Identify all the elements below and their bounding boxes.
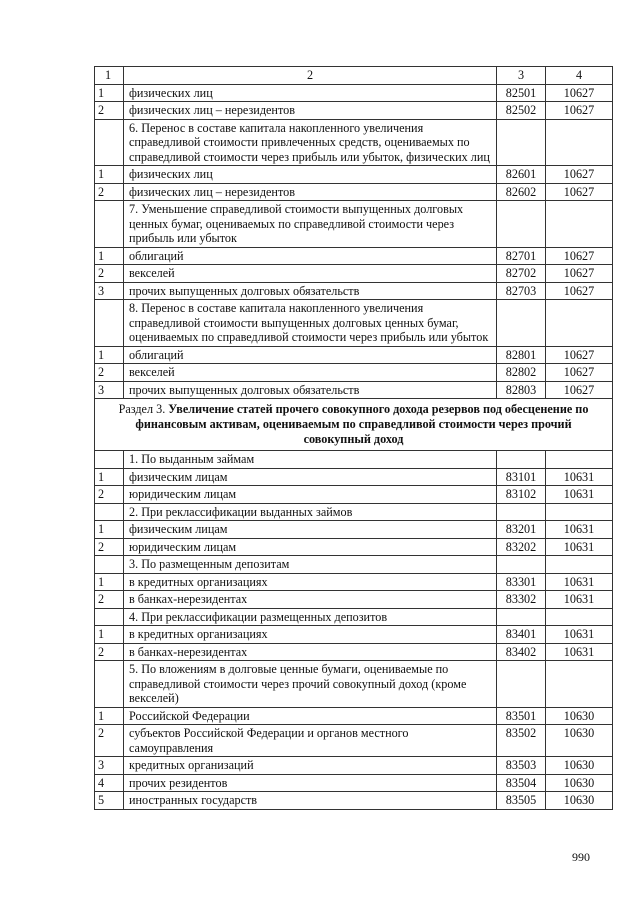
row-number: 1 (95, 707, 124, 725)
table-row (95, 707, 613, 725)
reference-code: 10631 (546, 486, 613, 504)
table-row (95, 774, 613, 792)
reference-code: 10630 (546, 757, 613, 775)
group-heading-row (95, 300, 613, 347)
row-label: 1. По выданным займам (124, 451, 497, 469)
row-label: 3. По размещенным депозитам (124, 556, 497, 574)
reference-code (546, 608, 613, 626)
group-heading-row (95, 661, 613, 708)
row-number: 1 (95, 346, 124, 364)
account-code: 82702 (497, 265, 546, 283)
reference-code: 10631 (546, 573, 613, 591)
row-label: облигаций (124, 247, 497, 265)
table-row (95, 102, 613, 120)
row-label: Российской Федерации (124, 707, 497, 725)
reference-code: 10630 (546, 774, 613, 792)
table-row (95, 591, 613, 609)
account-code: 83302 (497, 591, 546, 609)
row-label: облигаций (124, 346, 497, 364)
section-title: Увеличение статей прочего совокупного дохода резервов под обесценение по финансовым активам, оцениваемым по справедливой стоимости через прочий совокупный доход (135, 402, 589, 446)
row-number (95, 451, 124, 469)
group-heading-row (95, 503, 613, 521)
row-label: в банках-нерезидентах (124, 643, 497, 661)
reference-code: 10630 (546, 707, 613, 725)
row-number: 2 (95, 183, 124, 201)
table-row (95, 757, 613, 775)
row-label: иностранных государств (124, 792, 497, 810)
row-label: прочих резидентов (124, 774, 497, 792)
group-heading-row (95, 119, 613, 166)
reference-code: 10627 (546, 282, 613, 300)
row-label: 5. По вложениям в долговые ценные бумаги, оцениваемые по справедливой стоимости через прочий совокупный доход (кроме векселей) (124, 661, 497, 708)
account-code: 82602 (497, 183, 546, 201)
row-label: прочих выпущенных долговых обязательств (124, 381, 497, 399)
account-code: 83505 (497, 792, 546, 810)
table-row (95, 626, 613, 644)
table-row (95, 643, 613, 661)
reference-code: 10630 (546, 792, 613, 810)
header-cell-3: 3 (497, 67, 546, 85)
row-label: в кредитных организациях (124, 573, 497, 591)
section-heading (95, 399, 613, 451)
row-label: 7. Уменьшение справедливой стоимости выпущенных долговых ценных бумаг, оцениваемых по справедливой стоимости через прибыль или убыток (124, 201, 497, 248)
accounts-table (94, 66, 613, 810)
reference-code: 10630 (546, 725, 613, 757)
account-code: 82703 (497, 282, 546, 300)
account-code: 83402 (497, 643, 546, 661)
account-code (497, 503, 546, 521)
row-label: физических лиц – нерезидентов (124, 102, 497, 120)
row-label: физическим лицам (124, 521, 497, 539)
table-row (95, 486, 613, 504)
reference-code: 10627 (546, 265, 613, 283)
row-number (95, 119, 124, 166)
table-row (95, 468, 613, 486)
reference-code (546, 503, 613, 521)
row-number (95, 556, 124, 574)
account-code (497, 300, 546, 347)
row-label: 6. Перенос в составе капитала накопленного увеличения справедливой стоимости привлеченных средств, оцениваемых по справедливой стоимости через прибыль или убыток, физических лиц (124, 119, 497, 166)
row-number: 1 (95, 166, 124, 184)
account-code (497, 451, 546, 469)
reference-code: 10627 (546, 102, 613, 120)
row-label: в банках-нерезидентах (124, 591, 497, 609)
reference-code: 10631 (546, 643, 613, 661)
group-heading-row (95, 451, 613, 469)
reference-code: 10631 (546, 538, 613, 556)
account-code: 82701 (497, 247, 546, 265)
table-row (95, 247, 613, 265)
table-row (95, 792, 613, 810)
account-code: 83501 (497, 707, 546, 725)
row-number: 3 (95, 282, 124, 300)
reference-code: 10627 (546, 166, 613, 184)
reference-code: 10627 (546, 247, 613, 265)
table-row (95, 166, 613, 184)
table-row (95, 538, 613, 556)
account-code: 83102 (497, 486, 546, 504)
account-code: 83504 (497, 774, 546, 792)
account-code: 82601 (497, 166, 546, 184)
account-code: 83201 (497, 521, 546, 539)
row-label: субъектов Российской Федерации и органов местного самоуправления (124, 725, 497, 757)
reference-code: 10631 (546, 468, 613, 486)
row-label: физических лиц – нерезидентов (124, 183, 497, 201)
account-code (497, 661, 546, 708)
table-row (95, 183, 613, 201)
row-number: 4 (95, 774, 124, 792)
row-number: 2 (95, 102, 124, 120)
row-label: в кредитных организациях (124, 626, 497, 644)
row-label: кредитных организаций (124, 757, 497, 775)
reference-code (546, 201, 613, 248)
header-cell-1: 1 (95, 67, 124, 85)
header-cell-4: 4 (546, 67, 613, 85)
header-row (95, 67, 613, 85)
section-prefix: Раздел 3. (118, 402, 169, 416)
row-number (95, 201, 124, 248)
reference-code (546, 451, 613, 469)
reference-code: 10631 (546, 591, 613, 609)
account-code: 82501 (497, 84, 546, 102)
header-cell-2: 2 (124, 67, 497, 85)
reference-code: 10627 (546, 381, 613, 399)
table-row (95, 346, 613, 364)
row-number: 2 (95, 591, 124, 609)
row-number: 1 (95, 84, 124, 102)
row-number: 1 (95, 468, 124, 486)
group-heading-row (95, 556, 613, 574)
row-number: 2 (95, 265, 124, 283)
row-number: 1 (95, 247, 124, 265)
row-label: физических лиц (124, 166, 497, 184)
reference-code (546, 556, 613, 574)
row-number: 1 (95, 626, 124, 644)
account-code: 83502 (497, 725, 546, 757)
row-label: векселей (124, 265, 497, 283)
group-heading-row (95, 608, 613, 626)
table-row (95, 282, 613, 300)
reference-code (546, 300, 613, 347)
row-number: 2 (95, 364, 124, 382)
account-code: 83101 (497, 468, 546, 486)
account-code: 83401 (497, 626, 546, 644)
table-row (95, 573, 613, 591)
row-label: 2. При реклассификации выданных займов (124, 503, 497, 521)
row-label: 8. Перенос в составе капитала накопленного увеличения справедливой стоимости выпущенных долговых ценных бумаг, оцениваемых по справедливой стоимости через прибыль или убыток (124, 300, 497, 347)
row-label: прочих выпущенных долговых обязательств (124, 282, 497, 300)
row-number: 5 (95, 792, 124, 810)
row-number: 2 (95, 643, 124, 661)
table-row (95, 725, 613, 757)
reference-code: 10627 (546, 364, 613, 382)
row-number: 3 (95, 381, 124, 399)
row-number: 1 (95, 573, 124, 591)
account-code: 82803 (497, 381, 546, 399)
row-number: 3 (95, 757, 124, 775)
reference-code: 10631 (546, 626, 613, 644)
section-heading-row (95, 399, 613, 451)
account-code: 82502 (497, 102, 546, 120)
reference-code: 10627 (546, 84, 613, 102)
row-number: 2 (95, 486, 124, 504)
reference-code: 10631 (546, 521, 613, 539)
row-number (95, 608, 124, 626)
row-label: 4. При реклассификации размещенных депозитов (124, 608, 497, 626)
row-label: физическим лицам (124, 468, 497, 486)
account-code (497, 556, 546, 574)
table-row (95, 265, 613, 283)
reference-code: 10627 (546, 346, 613, 364)
row-number (95, 300, 124, 347)
row-number: 2 (95, 725, 124, 757)
group-heading-row (95, 201, 613, 248)
table-row (95, 364, 613, 382)
reference-code (546, 119, 613, 166)
row-number: 2 (95, 538, 124, 556)
row-number: 1 (95, 521, 124, 539)
table-row (95, 521, 613, 539)
table-row (95, 84, 613, 102)
row-label: юридическим лицам (124, 486, 497, 504)
account-code (497, 608, 546, 626)
account-code (497, 201, 546, 248)
account-code: 83503 (497, 757, 546, 775)
reference-code: 10627 (546, 183, 613, 201)
table-row (95, 381, 613, 399)
page-number: 990 (572, 850, 590, 864)
row-label: юридическим лицам (124, 538, 497, 556)
account-code: 82801 (497, 346, 546, 364)
account-code: 83202 (497, 538, 546, 556)
account-code: 83301 (497, 573, 546, 591)
row-number (95, 661, 124, 708)
row-number (95, 503, 124, 521)
reference-code (546, 661, 613, 708)
row-label: физических лиц (124, 84, 497, 102)
account-code (497, 119, 546, 166)
row-label: векселей (124, 364, 497, 382)
account-code: 82802 (497, 364, 546, 382)
